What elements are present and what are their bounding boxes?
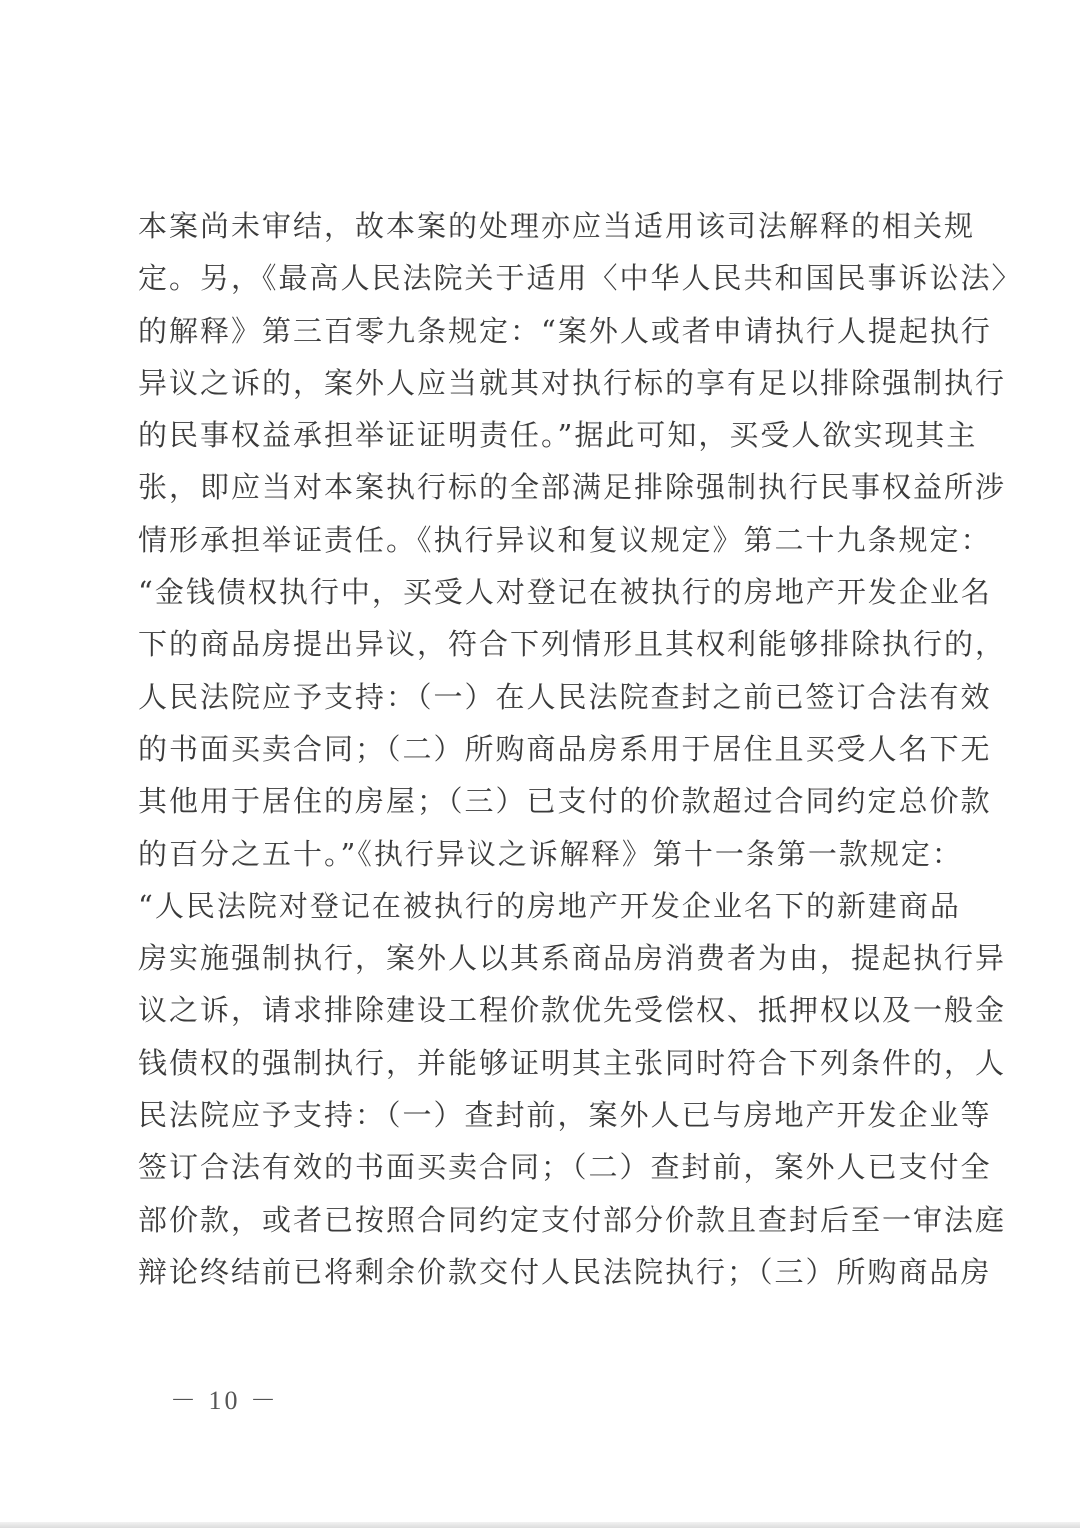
body-text [138, 200, 1023, 1298]
text-line: 签订合法有效的书面买卖合同；（二）查封前，案外人已支付全 [138, 1150, 992, 1185]
text-line: 情形承担举证责任。《执行异议和复议规定》第二十九条规定： [138, 522, 992, 557]
text-line: “金钱债权执行中，买受人对登记在被执行的房地产开发企业名 [138, 575, 992, 610]
text-line: 的书面买卖合同；（二）所购商品房系用于居住且买受人名下无 [138, 731, 992, 766]
page-bottom-edge [0, 1522, 1080, 1528]
text-line: 异议之诉的，案外人应当就其对执行标的享有足以排除强制执行 [138, 365, 1007, 400]
text-line: 本案尚未审结，故本案的处理亦应当适用该司法解释的相关规 [138, 209, 976, 243]
text-line: 定。另，《最高人民法院关于适用〈中华人民共和国民事诉讼法〉 [138, 261, 1023, 296]
text-line: 部价款，或者已按照合同约定支付部分价款且查封后至一审法庭 [138, 1202, 1007, 1237]
text-line: 的百分之五十。”《执行异议之诉解释》第十一条第一款规定： [138, 836, 963, 871]
text-line: 的民事权益承担举证证明责任。”据此可知，买受人欲实现其主 [138, 418, 978, 453]
text-line: 钱债权的强制执行，并能够证明其主张同时符合下列条件的，人 [138, 1045, 1007, 1080]
text-line: 民法院应予支持：（一）查封前，案外人已与房地产开发企业等 [138, 1098, 992, 1133]
text-line: 其他用于居住的房屋；（三）已支付的价款超过合同约定总价款 [138, 784, 992, 819]
text-line: 的解释》第三百零九条规定：“案外人或者申请执行人提起执行 [138, 313, 992, 348]
text-line: 张，即应当对本案执行标的全部满足排除强制执行民事权益所涉 [138, 470, 1007, 505]
text-line: 辩论终结前已将剩余价款交付人民法院执行；（三）所购商品房 [138, 1254, 992, 1289]
text-line: 下的商品房提出异议，符合下列情形且其权利能够排除执行的， [138, 627, 1007, 662]
text-line: “人民法院对登记在被执行的房地产开发企业名下的新建商品 [138, 888, 961, 923]
text-line: 人民法院应予支持：（一）在人民法院查封之前已签订合法有效 [138, 679, 992, 714]
page-number: － 10 － [170, 1386, 280, 1415]
text-line: 议之诉，请求排除建设工程价款优先受偿权、抵押权以及一般金 [138, 993, 1007, 1028]
text-line: 房实施强制执行，案外人以其系商品房消费者为由，提起执行异 [138, 941, 1007, 976]
